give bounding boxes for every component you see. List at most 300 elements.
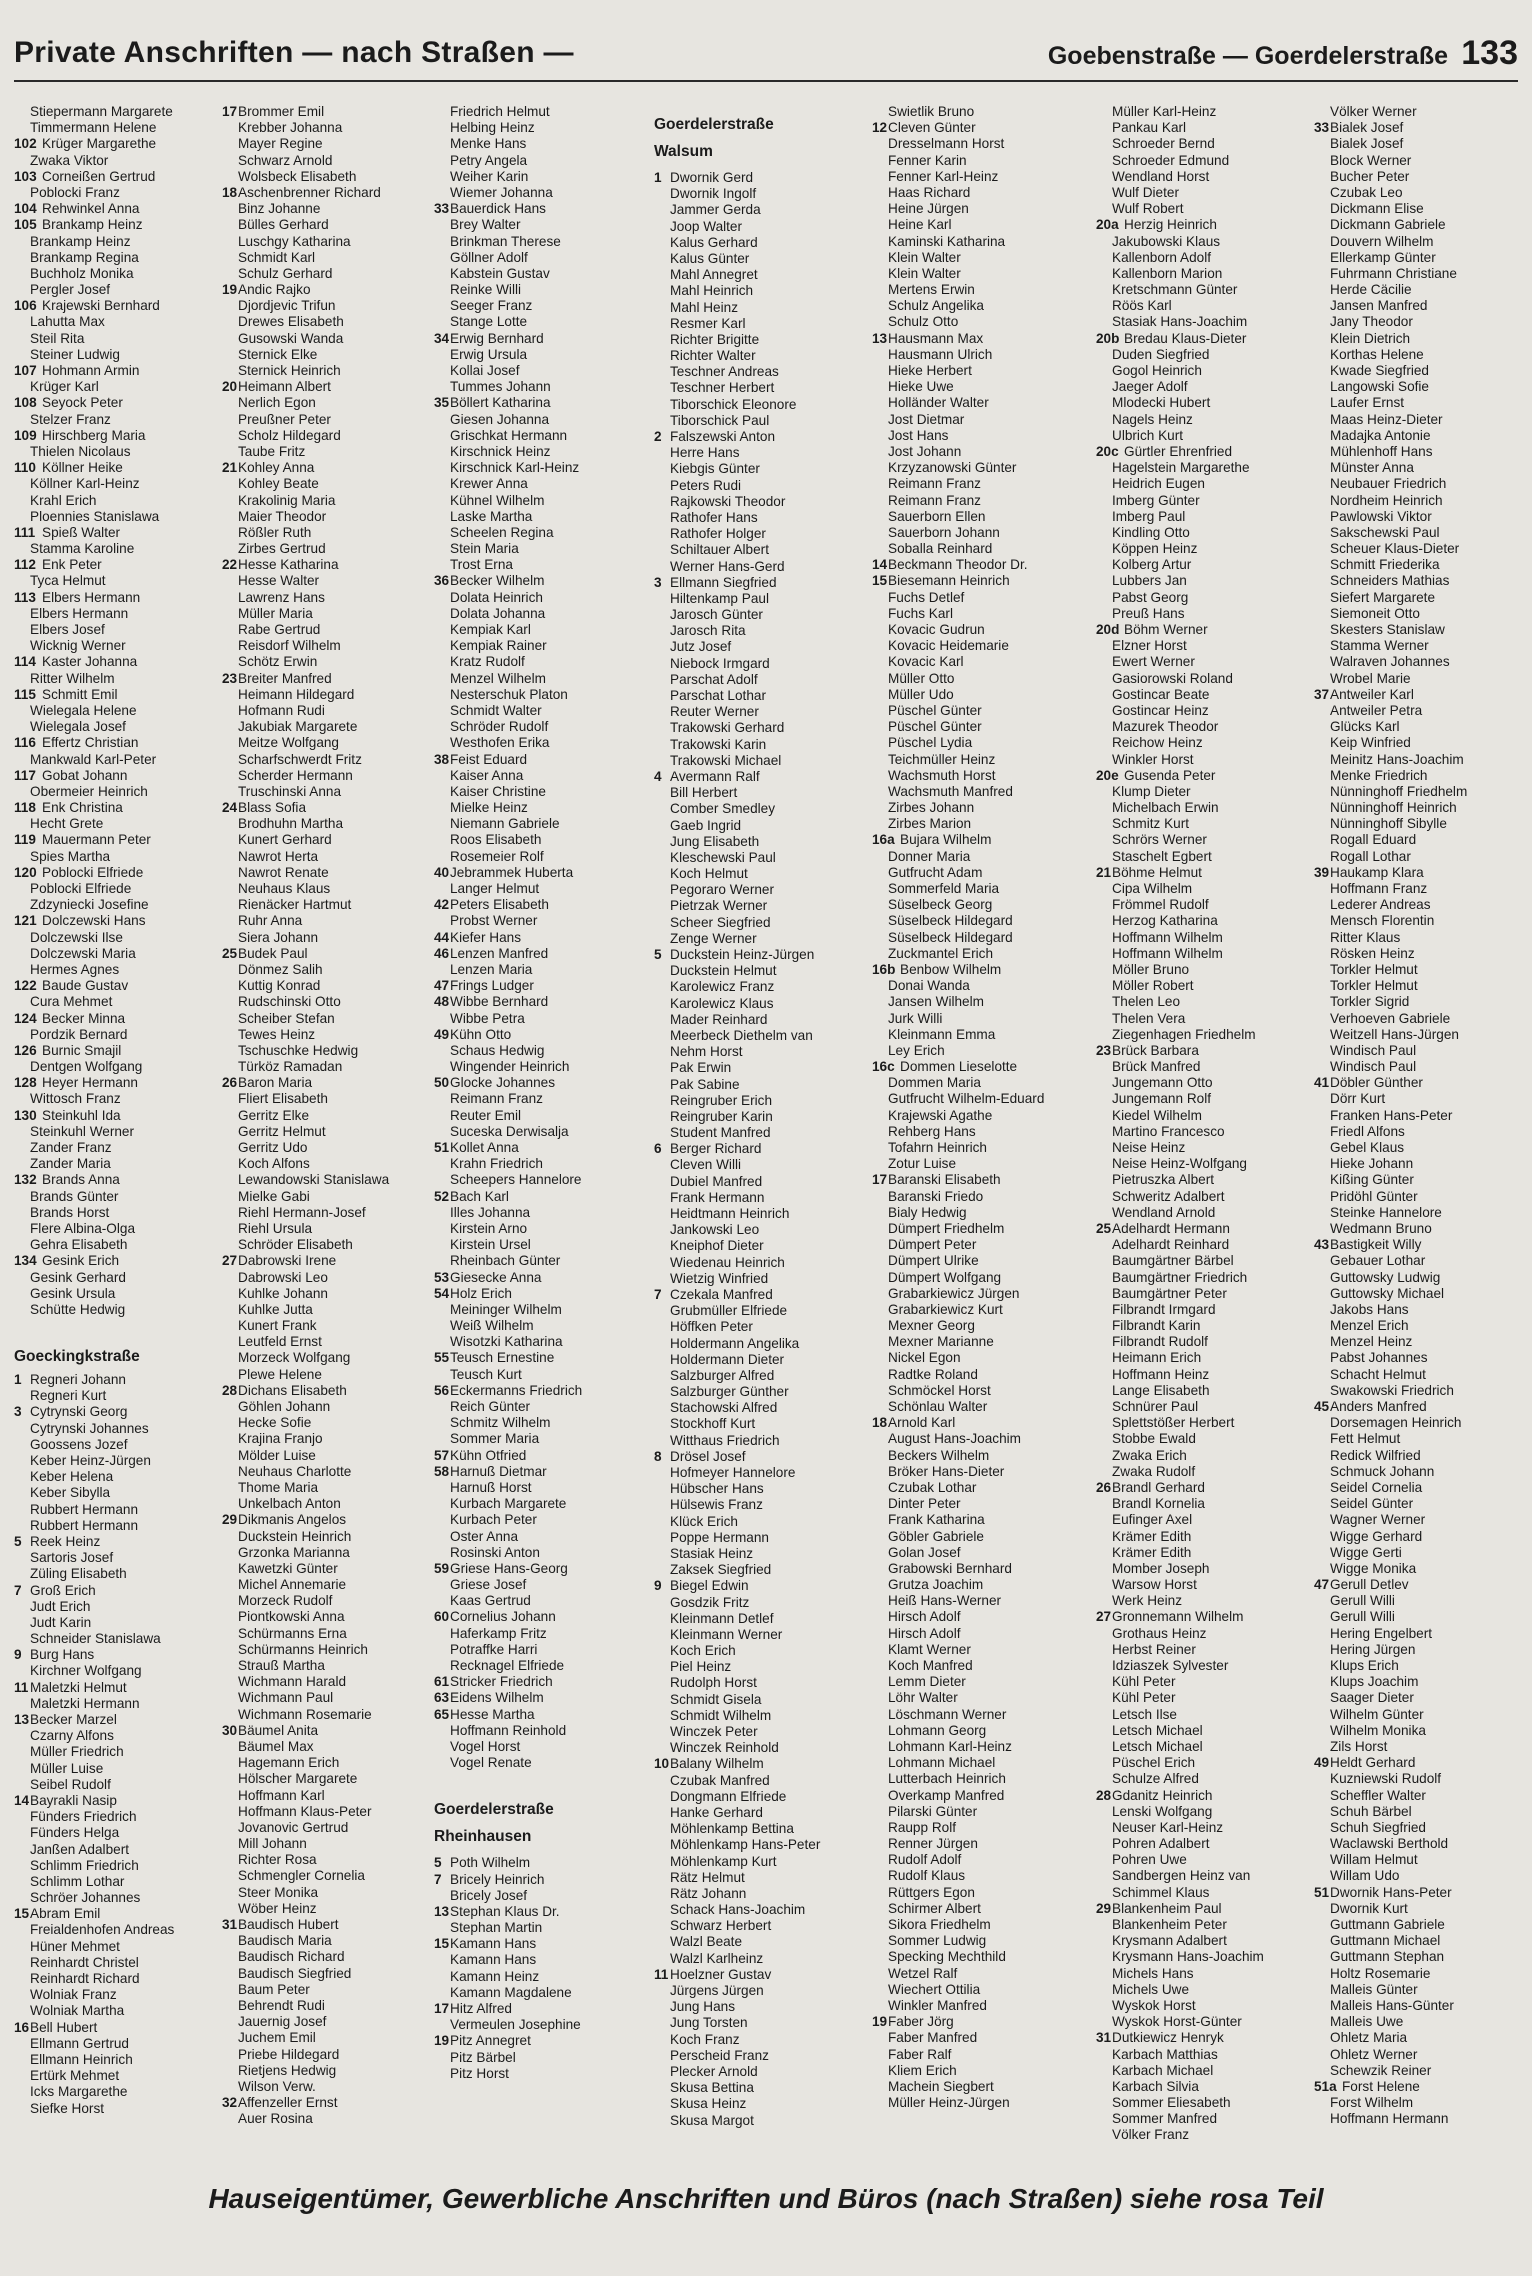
resident-name: Ulbrich Kurt: [1112, 427, 1184, 443]
resident-name: Herbst Reiner: [1112, 1641, 1196, 1657]
directory-entry: [654, 1028, 872, 1044]
resident-name: Baudisch Richard: [238, 1949, 345, 1965]
directory-entry: [872, 1966, 1090, 1982]
directory-entry: [14, 1777, 220, 1793]
directory-entry: [434, 509, 652, 525]
resident-name: Gobat Johann: [42, 767, 128, 783]
directory-entry: [434, 573, 652, 589]
resident-name: Jakubowski Klaus: [1112, 233, 1221, 249]
directory-entry: [872, 978, 1090, 994]
directory-entry: [654, 688, 872, 704]
directory-entry: [434, 1302, 652, 1318]
resident-name: Jurk Willi: [888, 1010, 943, 1026]
directory-entry: [654, 850, 872, 866]
resident-name: Antweiler Petra: [1330, 702, 1423, 718]
resident-name: Karbach Matthias: [1112, 2046, 1218, 2062]
resident-name: Brey Walter: [450, 217, 521, 233]
resident-name: Morzeck Wolfgang: [238, 1350, 351, 1366]
directory-entry: [1096, 476, 1312, 492]
directory-entry: [654, 283, 872, 299]
resident-name: Nünninghoff Friedhelm: [1330, 783, 1468, 799]
resident-name: Frings Ludger: [450, 978, 534, 994]
resident-name: Schürmanns Erna: [238, 1625, 347, 1641]
directory-entry: [14, 1453, 220, 1469]
house-number: 31: [222, 1917, 238, 1932]
resident-name: Mielke Gabi: [238, 1188, 310, 1204]
resident-name: Grubmüller Elfriede: [670, 1303, 788, 1319]
directory-entry: [14, 1922, 220, 1938]
resident-name: Walraven Johannes: [1330, 654, 1450, 670]
resident-name: Schlimm Friedrich: [30, 1857, 139, 1873]
directory-entry: [1314, 703, 1518, 719]
directory-entry: [222, 1496, 432, 1512]
directory-entry: [222, 865, 432, 881]
directory-entry: [872, 962, 1090, 978]
resident-name: Cipa Wilhelm: [1112, 881, 1193, 896]
directory-entry: [1314, 1642, 1518, 1658]
directory-entry: [872, 282, 1090, 298]
resident-name: Pawlowski Viktor: [1330, 508, 1432, 524]
resident-name: Scherder Hermann: [238, 767, 353, 783]
directory-entry: [222, 509, 432, 525]
directory-entry: [14, 1437, 220, 1453]
directory-entry: [872, 654, 1090, 670]
directory-entry: [14, 1124, 220, 1140]
directory-entry: [14, 104, 220, 120]
resident-name: Avermann Ralf: [670, 768, 760, 784]
directory-entry: [222, 2030, 432, 2046]
directory-entry: [1314, 2014, 1518, 2030]
directory-entry: [872, 104, 1090, 120]
resident-name: Kühl Peter: [1112, 1690, 1176, 1706]
resident-name: August Hans-Joachim: [888, 1431, 1021, 1447]
resident-name: Schwarz Herbert: [670, 1918, 772, 1934]
resident-name: Jost Dietmar: [888, 411, 965, 427]
resident-name: Soballa Reinhard: [888, 541, 993, 557]
directory-entry: [434, 978, 652, 994]
directory-entry: [222, 298, 432, 314]
resident-name: Holländer Walter: [888, 395, 989, 411]
resident-name: Wilhelm Monika: [1330, 1722, 1426, 1738]
resident-name: Kirstein Ursel: [450, 1237, 531, 1253]
directory-entry: [872, 1108, 1090, 1124]
resident-name: Baude Gustav: [42, 978, 129, 994]
resident-name: Hoffmann Wilhelm: [1112, 945, 1223, 961]
resident-name: Kleschewski Paul: [670, 849, 776, 865]
resident-name: Dümpert Peter: [888, 1237, 977, 1253]
resident-name: Krüger Margarethe: [42, 136, 157, 152]
directory-entry: [222, 1707, 432, 1723]
directory-entry: [434, 1140, 652, 1156]
resident-name: Andic Rajko: [238, 282, 311, 298]
directory-entry: [1314, 1577, 1518, 1593]
house-number: 20b: [1096, 330, 1120, 346]
directory-entry: [222, 1917, 432, 1933]
resident-name: Krahn Friedrich: [450, 1156, 543, 1172]
directory-entry: [14, 1108, 220, 1124]
resident-name: Nerlich Egon: [238, 395, 316, 411]
resident-name: Koch Alfons: [238, 1156, 310, 1172]
directory-entry: [1314, 2047, 1518, 2063]
directory-entry: [1096, 638, 1312, 654]
resident-name: Lutterbach Heinrich: [888, 1771, 1006, 1787]
resident-name: Vogel Renate: [450, 1755, 532, 1771]
resident-name: Winczek Reinhold: [670, 1740, 779, 1756]
resident-name: Schürmanns Heinrich: [238, 1641, 368, 1657]
directory-entry: [434, 1723, 652, 1739]
directory-entry: [872, 509, 1090, 525]
resident-name: Vermeulen Josephine: [450, 2017, 581, 2033]
directory-entry: [222, 1286, 432, 1302]
footer-note: Hauseigentümer, Gewerbliche Anschriften und Büros (nach Straßen) siehe rosa Teil: [208, 2183, 1324, 2214]
resident-name: Heine Jürgen: [888, 201, 969, 217]
resident-name: Pak Sabine: [670, 1076, 740, 1092]
directory-entry: [1096, 671, 1312, 687]
directory-entry: [222, 1221, 432, 1237]
resident-name: Wachsmuth Manfred: [888, 783, 1013, 799]
house-number: 26: [222, 1075, 238, 1091]
directory-entry: [872, 1237, 1090, 1253]
directory-entry: [872, 2014, 1090, 2030]
resident-name: Lederer Andreas: [1330, 897, 1431, 913]
directory-entry: [14, 913, 220, 929]
resident-name: Fliert Elisabeth: [238, 1091, 328, 1107]
section-gap: [14, 1318, 220, 1336]
directory-entry: [14, 2036, 220, 2052]
resident-name: Scharfschwerdt Fritz: [238, 751, 362, 767]
resident-name: Budek Paul: [238, 945, 308, 961]
directory-entry: [1314, 1027, 1518, 1043]
resident-name: Wulf Robert: [1112, 201, 1184, 217]
directory-entry: [1096, 752, 1312, 768]
directory-entry: [222, 217, 432, 233]
directory-entry: [872, 1933, 1090, 1949]
directory-entry: [872, 1205, 1090, 1221]
resident-name: Winkler Horst: [1112, 751, 1194, 767]
resident-name: Klück Erich: [670, 1513, 738, 1529]
directory-entry: [14, 509, 220, 525]
directory-entry: [1314, 1755, 1518, 1771]
house-number: 109: [14, 427, 37, 443]
directory-entry: [434, 1399, 652, 1415]
resident-name: Jakubiak Margarete: [238, 719, 358, 735]
directory-entry: [434, 1626, 652, 1642]
directory-entry: [14, 169, 220, 185]
street-heading: Goeckingkstraße: [14, 1348, 140, 1366]
resident-name: Jung Hans: [670, 1999, 735, 2015]
directory-entry: [1314, 638, 1518, 654]
directory-entry: [14, 1502, 220, 1518]
resident-name: Bäumel Max: [238, 1738, 314, 1754]
directory-entry: [1314, 493, 1518, 509]
directory-entry: [1096, 1237, 1312, 1253]
directory-entry: [222, 816, 432, 832]
directory-entry: [1096, 1512, 1312, 1528]
directory-entry: [434, 1221, 652, 1237]
resident-name: Krüger Karl: [30, 379, 99, 395]
directory-entry: [222, 1529, 432, 1545]
directory-entry: [1314, 590, 1518, 606]
directory-entry: [872, 913, 1090, 929]
directory-entry: [872, 768, 1090, 784]
resident-name: Holtz Rosemarie: [1330, 1965, 1431, 1981]
resident-name: Schmöckel Horst: [888, 1382, 991, 1398]
resident-name: Gostincar Heinz: [1112, 702, 1209, 718]
directory-entry: [14, 1388, 220, 1404]
directory-entry: [14, 331, 220, 347]
resident-name: Bricely Josef: [450, 1887, 528, 1903]
resident-name: Arnold Karl: [888, 1415, 956, 1431]
directory-entry: [1096, 703, 1312, 719]
directory-entry: [14, 525, 220, 541]
directory-entry: [654, 1255, 872, 1271]
directory-entry: [434, 379, 652, 395]
resident-name: Jungemann Otto: [1112, 1075, 1213, 1091]
resident-name: Idziaszek Sylvester: [1112, 1658, 1229, 1673]
directory-entry: [1096, 557, 1312, 573]
resident-name: Weiß Wilhelm: [450, 1318, 534, 1334]
resident-name: Kretschmann Günter: [1112, 282, 1238, 298]
directory-entry: [1096, 2095, 1312, 2111]
directory-entry: [872, 444, 1090, 460]
directory-entry: [222, 1642, 432, 1658]
directory-entry: [1096, 2047, 1312, 2063]
directory-entry: [654, 364, 872, 380]
directory-entry: [872, 1949, 1090, 1965]
directory-entry: [654, 915, 872, 931]
directory-entry: [14, 298, 220, 314]
resident-name: Wichmann Rosemarie: [238, 1706, 372, 1722]
resident-name: Scheelen Regina: [450, 524, 554, 540]
directory-entry: [1096, 1804, 1312, 1820]
resident-name: Blankenheim Peter: [1112, 1917, 1227, 1932]
directory-entry: [434, 525, 652, 541]
directory-entry: [222, 185, 432, 201]
resident-name: Kamann Magdalene: [450, 1984, 572, 2000]
directory-entry: [222, 314, 432, 330]
resident-name: Kliem Erich: [888, 2062, 957, 2078]
directory-entry: [1096, 1998, 1312, 2014]
directory-entry: [222, 994, 432, 1010]
directory-entry: [654, 1627, 872, 1643]
directory-entry: [434, 1561, 652, 1577]
page-title: Private Anschriften — nach Straßen —: [14, 36, 574, 69]
resident-name: Poppe Hermann: [670, 1529, 769, 1545]
directory-entry: [654, 1287, 872, 1303]
directory-entry: [872, 201, 1090, 217]
resident-name: Kollet Anna: [450, 1140, 519, 1155]
directory-entry: [14, 590, 220, 606]
directory-entry: [1314, 1431, 1518, 1447]
resident-name: Dolata Johanna: [450, 605, 546, 621]
resident-name: Brands Anna: [42, 1172, 120, 1188]
resident-name: Völker Franz: [1112, 2127, 1190, 2143]
resident-name: Püschel Lydia: [888, 735, 973, 751]
directory-entry: [654, 461, 872, 477]
resident-name: Elbers Hermann: [30, 605, 129, 621]
resident-name: Karolewicz Franz: [670, 979, 775, 995]
resident-name: Gerritz Elke: [238, 1107, 310, 1123]
resident-name: Pitz Bärbel: [450, 2049, 516, 2065]
resident-name: Machein Siegbert: [888, 2078, 994, 2094]
directory-entry: [1314, 897, 1518, 913]
directory-entry: [222, 541, 432, 557]
directory-entry: [222, 1302, 432, 1318]
resident-name: Ellmann Gertrud: [30, 2035, 129, 2051]
directory-entry: [14, 2003, 220, 2019]
house-number: 25: [1096, 1220, 1112, 1236]
directory-entry: [872, 1739, 1090, 1755]
resident-name: Baumgärtner Friedrich: [1112, 1269, 1248, 1285]
directory-entry: [434, 120, 652, 136]
directory-entry: [1096, 1350, 1312, 1366]
resident-name: Haas Richard: [888, 184, 971, 200]
directory-entry: [434, 687, 652, 703]
directory-entry: [222, 266, 432, 282]
directory-entry: [1314, 1302, 1518, 1318]
directory-entry: [872, 347, 1090, 363]
resident-name: Groß Erich: [30, 1582, 96, 1598]
resident-name: Brandl Kornelia: [1112, 1496, 1205, 1512]
resident-name: Thelen Leo: [1112, 994, 1181, 1010]
resident-name: Teichmüller Heinz: [888, 751, 996, 767]
resident-name: Riehl Hermann-Josef: [238, 1204, 366, 1220]
directory-entry: [654, 1093, 872, 1109]
resident-name: Cleven Günter: [888, 120, 976, 136]
directory-entry: [222, 703, 432, 719]
house-number: 108: [14, 395, 37, 411]
directory-entry: [1314, 1739, 1518, 1755]
resident-name: Sikora Friedhelm: [888, 1917, 991, 1932]
resident-name: Kuhlke Johann: [238, 1285, 328, 1301]
directory-entry: [1096, 1367, 1312, 1383]
resident-name: Gutfrucht Wilhelm-Eduard: [888, 1091, 1045, 1107]
directory-entry: [1096, 185, 1312, 201]
directory-entry: [434, 412, 652, 428]
directory-entry: [872, 1755, 1090, 1771]
directory-entry: [654, 1659, 872, 1675]
resident-name: Rehwinkel Anna: [42, 201, 140, 217]
directory-entry: [14, 1075, 220, 1091]
resident-name: Richter Walter: [670, 348, 756, 364]
directory-entry: [1314, 881, 1518, 897]
directory-entry: [1096, 1318, 1312, 1334]
directory-entry: [14, 347, 220, 363]
resident-name: Dresselmann Horst: [888, 136, 1005, 152]
directory-entry: [654, 1125, 872, 1141]
resident-name: Scheer Siegfried: [670, 914, 771, 930]
directory-entry: [872, 1431, 1090, 1447]
directory-entry: [222, 1043, 432, 1059]
directory-entry: [222, 201, 432, 217]
directory-entry: [434, 444, 652, 460]
directory-entry: [1314, 460, 1518, 476]
directory-entry: [222, 1674, 432, 1690]
directory-entry: [222, 1091, 432, 1107]
resident-name: Jürgens Jürgen: [670, 1983, 764, 1998]
resident-name: Griese Josef: [450, 1577, 527, 1593]
house-number: 13: [872, 330, 888, 346]
directory-entry: [434, 1739, 652, 1755]
resident-name: Heimann Erich: [1112, 1350, 1202, 1366]
resident-name: Schrörs Werner: [1112, 832, 1207, 848]
resident-name: Dolczewski Ilse: [30, 929, 123, 945]
directory-entry: [654, 2064, 872, 2080]
resident-name: Gaeb Ingrid: [670, 817, 742, 833]
directory-entry: [1096, 1253, 1312, 1269]
house-number: 20c: [1096, 443, 1119, 459]
resident-name: Affenzeller Ernst: [238, 2095, 338, 2111]
resident-name: Enk Peter: [42, 557, 102, 573]
resident-name: Drewes Elisabeth: [238, 314, 344, 330]
directory-entry: [14, 994, 220, 1010]
house-number: 49: [1314, 1755, 1330, 1771]
directory-entry: [654, 559, 872, 575]
resident-name: Becker Wilhelm: [450, 573, 545, 589]
directory-entry: [1096, 169, 1312, 185]
directory-entry: [654, 251, 872, 267]
directory-entry: [654, 1595, 872, 1611]
resident-name: Effertz Christian: [42, 735, 139, 751]
resident-name: Breiter Manfred: [238, 670, 332, 686]
resident-name: Wrobel Marie: [1330, 670, 1411, 686]
directory-entry: [1314, 1820, 1518, 1836]
house-number: 16: [14, 2019, 30, 2035]
directory-entry: [434, 2017, 652, 2033]
resident-name: Krakolinig Maria: [238, 492, 336, 508]
directory-entry: [872, 1059, 1090, 1075]
directory-entry: [434, 557, 652, 573]
resident-name: Bricely Heinrich: [450, 1871, 545, 1887]
directory-entry: [434, 1464, 652, 1480]
directory-entry: [872, 1383, 1090, 1399]
directory-entry: [14, 1189, 220, 1205]
directory-entry: [222, 1205, 432, 1221]
directory-entry: [872, 1448, 1090, 1464]
resident-name: Windisch Paul: [1330, 1042, 1417, 1058]
resident-name: Maier Theodor: [238, 508, 327, 524]
directory-entry: [654, 445, 872, 461]
resident-name: Laske Martha: [450, 508, 533, 524]
resident-name: Lubbers Jan: [1112, 573, 1187, 589]
directory-entry: [434, 930, 652, 946]
resident-name: Siefert Margarete: [1330, 589, 1436, 605]
directory-entry: [222, 2111, 432, 2127]
resident-name: Walzl Beate: [670, 1934, 743, 1950]
directory-entry: [434, 1609, 652, 1625]
directory-entry: [1314, 832, 1518, 848]
directory-entry: [1096, 1286, 1312, 1302]
resident-name: Pergler Josef: [30, 282, 111, 298]
directory-entry: [872, 1124, 1090, 1140]
resident-name: Kleinmann Werner: [670, 1626, 783, 1642]
resident-name: Swakowski Friedrich: [1330, 1382, 1454, 1398]
resident-name: Pabst Johannes: [1330, 1350, 1428, 1366]
resident-name: Ritter Klaus: [1330, 929, 1401, 945]
resident-name: Timmermann Helene: [30, 120, 157, 136]
directory-entry: [222, 476, 432, 492]
resident-name: Siera Johann: [238, 929, 319, 945]
directory-entry: [222, 1108, 432, 1124]
resident-name: Stiepermann Margarete: [30, 104, 173, 119]
directory-entry: [654, 2048, 872, 2064]
directory-entry: [222, 1933, 432, 1949]
directory-entry: [434, 234, 652, 250]
resident-name: Schmidt Gisela: [670, 1691, 762, 1707]
directory-entry: [1096, 1917, 1312, 1933]
directory-entry: [14, 573, 220, 589]
resident-name: Roos Elisabeth: [450, 832, 542, 848]
